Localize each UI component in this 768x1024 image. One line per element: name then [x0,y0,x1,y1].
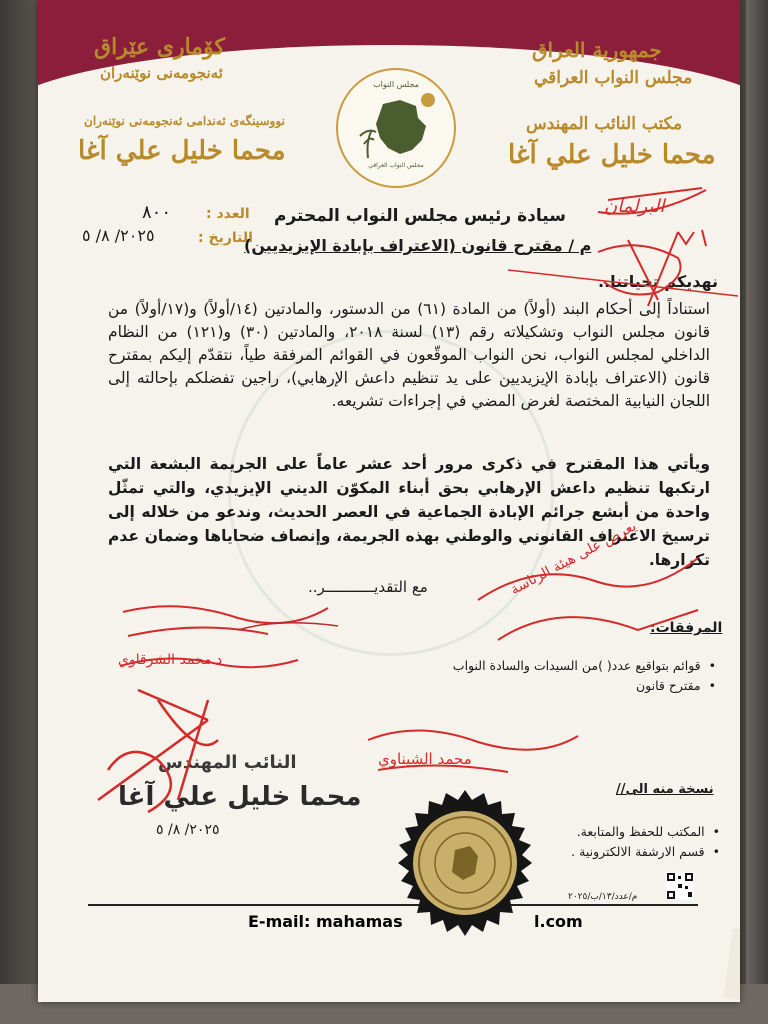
header-left-name: محما خليل علي آغا [78,136,286,166]
body-paragraph-1: استناداً إلى أحكام البند (أولاً) من المادة (٦١) من الدستور، والمادتين (١٤/أولاً) و(١٧/أولاً) من قانون مجلس النواب وتشكيلاته رقم (١٣) لسنة ٢٠١٨، والمادتين (٣٠) و(١٢١) من النظام الداخلي لمجلس النواب، نحن النواب الموقّعون في القوائم المرفقة طياً، نتقدّم إليكم بمقترح قانون (الاعتراف بإبادة الإيزيديين على يد تنظيم داعش الإرهابي)، راجين تفضلكم بإحالته إلى اللجان النيابية المختصة لغرض المضي في إجراءات تشريعه. [108,300,710,410]
header-left-line3: نووسینگەی ئەندامی ئەنجومەنی نوێنەران [84,114,285,128]
table-surface-right [746,0,768,1024]
ref-number-value: ٨٠٠ [142,202,172,223]
header-right-line3: مكتب النائب المهندس [526,114,683,134]
footer-email-start: E-mail: mahamas [248,912,403,931]
emblem-top-text: مجلس النواب [373,80,419,89]
ref-number-label: العدد : [206,206,250,222]
attachment-item: • مقترح قانون [356,676,716,696]
signature-date: ٢٠٢٥/ ٨/ ٥ [156,822,220,838]
ref-date-label: التاريخ : [198,230,253,246]
parliament-emblem [336,68,456,188]
header-left-line2: ئەنجومەنی نوێنەران [100,64,223,82]
header-right-line2: مجلس النواب العراقي [534,68,693,88]
footer-email-end: l.com [534,912,583,931]
signature-title: النائب المهندس [158,752,297,773]
attachments-list [356,656,716,696]
closing: مع التقديـــــــــــر.. [308,578,428,596]
handwritten-name-left: د.محمد الشرقاوي [118,652,223,668]
handwritten-note-top: البرلمان [604,196,665,217]
gold-seal [380,778,550,948]
red-handwriting-marks [678,230,706,246]
addressee: سيادة رئيس مجلس النواب المحترم [274,206,566,226]
body-paragraph-2: ويأتي هذا المقترح في ذكرى مرور أحد عشر عاماً على الجريمة البشعة التي ارتكبها تنظيم داعش الإرهابي بحق أبناء المكوّن الديني الإيزيدي، والتي تمثّل واحدة من أبشع جرائم الإبادة الجماعية في العصر الحديث، وندعو من خلاله إلى ترسيخ الاعتراف القانوني والوطني بهذه الجريمة، وإنصاف ضحاياها وضمان عدم تكرارها. [108,455,710,569]
qr-pattern [666,872,694,900]
ref-date-value: ٢٠٢٥/ ٨/ ٥ [82,226,155,245]
table-surface-left [0,0,40,1024]
handwritten-note-center: يعرض على هيئة الرئاسة [508,518,640,599]
copy-item: • المكتب للحفظ والمتابعة. [550,822,720,842]
copy-item: • قسم الارشفة الالكترونية . [550,842,720,862]
header-right-name: محما خليل علي آغا [508,140,716,170]
header-right-line1: جمهورية العراق [532,38,662,62]
red-signature-top [598,232,681,306]
attachments-title: المرفقات: [650,620,723,636]
page-fold [723,929,740,1002]
letter-page [38,0,740,1002]
qr-code-icon [666,872,694,900]
greeting: نهديكم تحياتنا.. [598,272,719,291]
handwritten-name-center: محمد الشيناوي [378,750,472,768]
copy-list [550,822,720,862]
attachment-item: • قوائم بتواقيع عدد( )من السيدات والسادة النواب [356,656,716,676]
signature-name: محما خليل علي آغا [118,782,362,812]
emblem-bottom-text: مجلس النواب العراقي [368,162,424,169]
archive-note: م/عدد/١٣/ب/٢٠٢٥ [568,892,638,902]
copy-title: نسخة منه الى// [616,782,714,797]
header-left-line1: كۆماری عێراق [94,34,225,60]
subject-line: م / مقترح قانون (الاعتراف بإبادة الإيزيديين) [244,236,592,255]
